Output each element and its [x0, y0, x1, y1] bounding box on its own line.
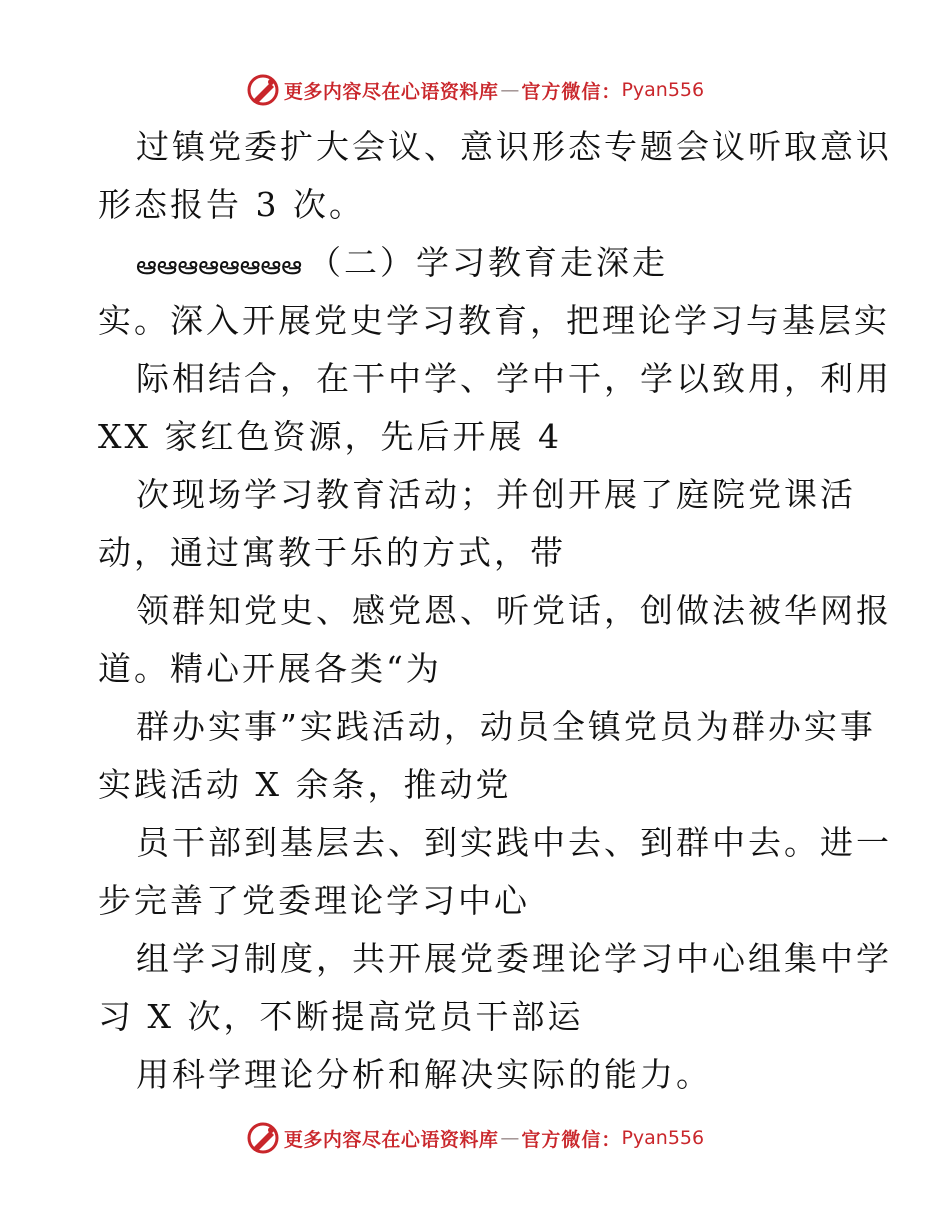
watermark-wechat-label: 官方微信： [521, 80, 622, 103]
text-line [98, 292, 890, 350]
watermark-wechat-id: Pyan556 [621, 79, 705, 101]
watermark-wechat-id: Pyan556 [621, 1127, 705, 1149]
watermark-text: 更多内容尽在心语资料库 [283, 1128, 499, 1151]
header-watermark [0, 70, 950, 110]
text-line [98, 698, 876, 756]
logo-icon [246, 1121, 280, 1155]
text-line [98, 988, 868, 1046]
watermark-text: 更多内容尽在心语资料库 [283, 80, 499, 103]
text-line [98, 118, 892, 176]
watermark-dash: — [500, 79, 520, 101]
text-line-content: 次现场学习教育活动；并创开展了庭院党课活 [136, 475, 856, 514]
text-line [98, 814, 892, 872]
text-line [98, 350, 892, 408]
text-line-content: 领群知党史、感党恩、听党话，创做法被华网报 [136, 591, 892, 630]
text-line [98, 930, 892, 988]
text-line-content: （二）学习教育走深走 [307, 243, 668, 282]
text-line-content: XX 家红色资源，先后开展 4 [98, 417, 562, 456]
text-line-content: 动，通过寓教于乐的方式，带 [98, 533, 566, 572]
text-line-content: 用科学理论分析和解决实际的能力。 [136, 1055, 712, 1094]
text-line [98, 408, 868, 466]
text-line [98, 466, 868, 524]
document-body [98, 118, 892, 1104]
text-line-content: 形态报告 3 次。 [98, 185, 365, 224]
text-line-content: 习 X 次，不断提高党员干部运 [98, 997, 584, 1036]
text-line [98, 582, 892, 640]
text-line-content: 实践活动 X 余条，推动党 [98, 765, 512, 804]
text-line-content: 道。精心开展各类“为 [98, 649, 442, 688]
watermark-wechat-label: 官方微信： [521, 1128, 622, 1151]
text-line-content: 步完善了党委理论学习中心 [98, 881, 530, 920]
text-line [98, 234, 868, 292]
footer-watermark [0, 1118, 950, 1158]
text-line-content: 组学习制度，共开展党委理论学习中心组集中学 [136, 939, 892, 978]
text-line-content: 际相结合，在干中学、学中干，学以致用，利用 [136, 359, 892, 398]
text-line [98, 756, 868, 814]
text-line [98, 176, 868, 234]
text-line-content: 群办实事”实践活动，动员全镇党员为群办实事 [136, 707, 876, 746]
text-line-content: 员干部到基层去、到实践中去、到群中去。进一 [136, 823, 892, 862]
text-line [98, 640, 868, 698]
text-line-content: 实。深入开展党史学习教育，把理论学习与基层实 [98, 301, 890, 340]
text-line-content: 过镇党委扩大会议、意识形态专题会议听取意识 [136, 127, 892, 166]
text-line [98, 524, 868, 582]
text-line [98, 1046, 868, 1104]
logo-icon [246, 73, 280, 107]
watermark-dash: — [500, 1127, 520, 1149]
text-line [98, 872, 868, 930]
ornament-glyphs: ఆఆఆఆఆఆఆఆ [136, 251, 302, 281]
